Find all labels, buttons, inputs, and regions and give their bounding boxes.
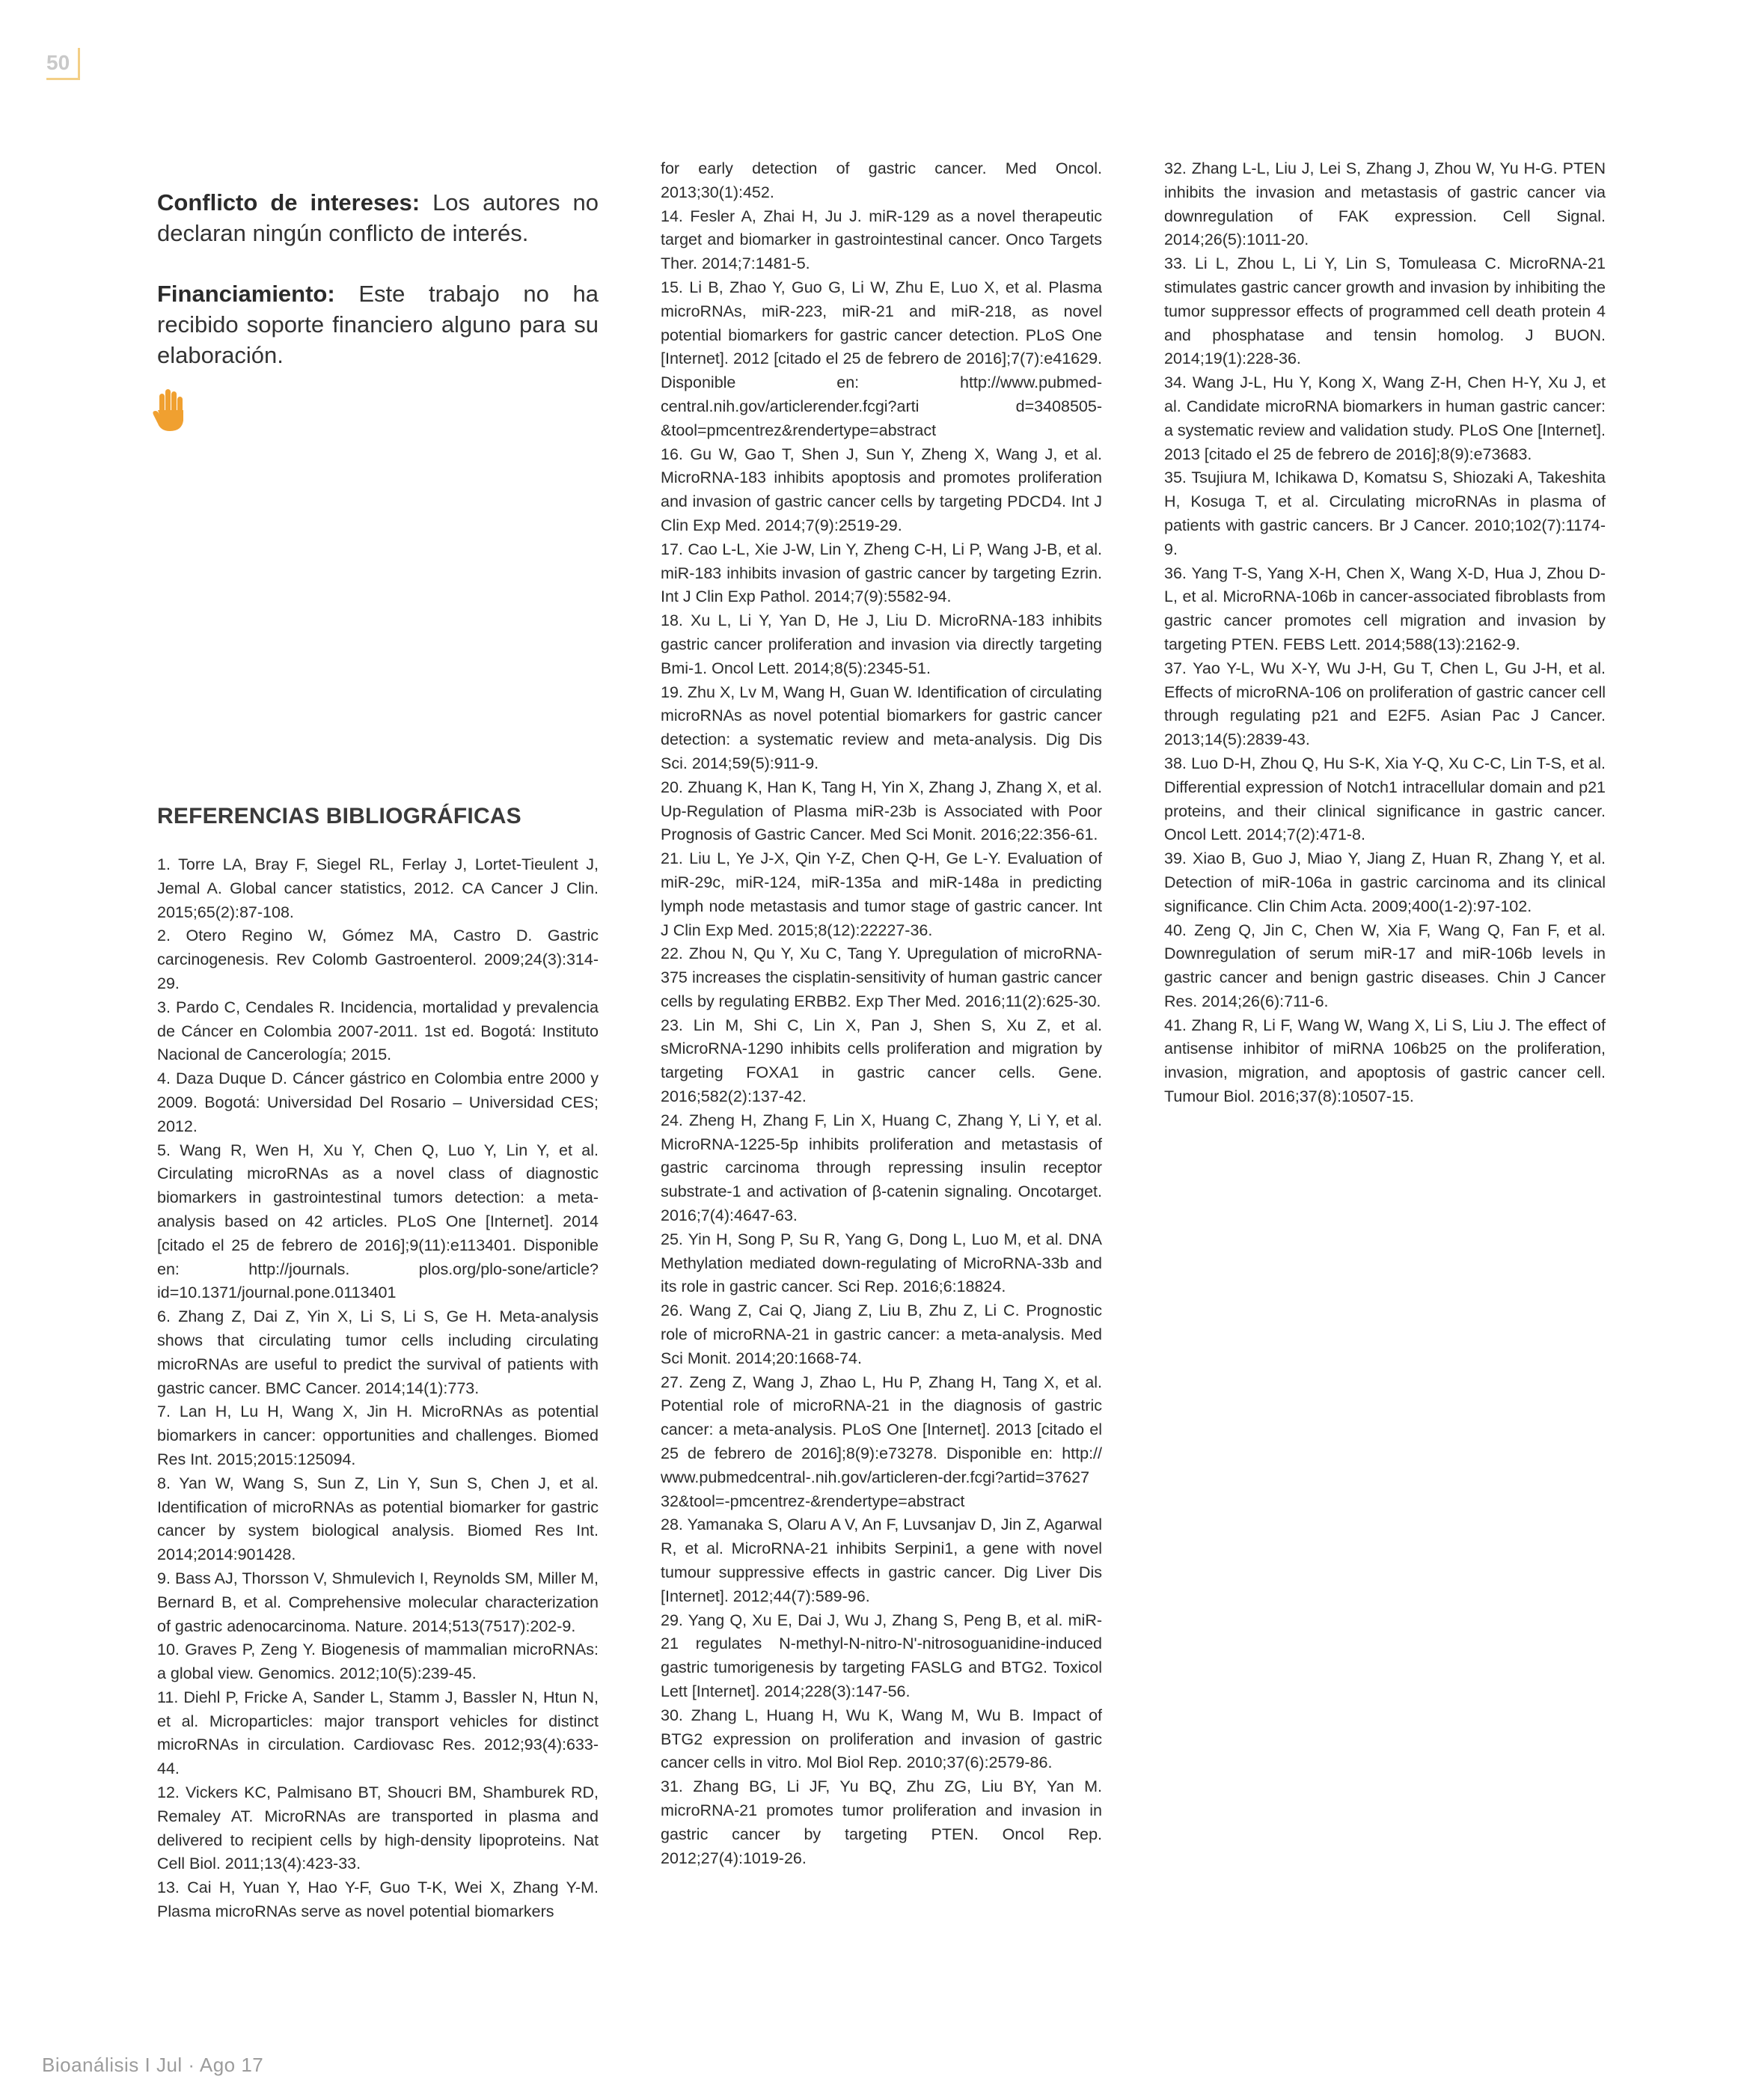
reference-item: 39. Xiao B, Guo J, Miao Y, Jiang Z, Huan R, Zhang Y, et al. Detection of miR-106a in gastric carcinoma and its clinical significance. Clin Chim Acta. 2009;400(1-2):97-102. [1164,849,1606,915]
reference-item: 12. Vickers KC, Palmisano BT, Shoucri BM, Shamburek RD, Remaley AT. MicroRNAs are transported in plasma and delivered to recipient cells by high-density lipoproteins. Nat Cell Biol. 2011;13(4):423-33. [157,1783,599,1873]
reference-item: 11. Diehl P, Fricke A, Sander L, Stamm J, Bassler N, Htun N, et al. Microparticles: major transport vehicles for distinct microRNAs in circulation. Cardiovasc Res. 2012;93(4):633-44. [157,1688,599,1778]
reference-item: 38. Luo D-H, Zhou Q, Hu S-K, Xia Y-Q, Xu C-C, Lin T-S, et al. Differential expression of Notch1 intracellular domain and p21 proteins, and their clinical significance in gastric cancer. Oncol Lett. 2014;7(2):471-8. [1164,754,1606,844]
funding-label: Financiamiento: [157,281,335,307]
page-number: 50 [46,48,80,80]
reference-item: 19. Zhu X, Lv M, Wang H, Guan W. Identification of circulating microRNAs as novel potential biomarkers for gastric cancer detection: a systematic review and meta-analysis. Dig Dis Sci. 2014;59(5):911-9. [661,683,1102,772]
reference-item: 20. Zhuang K, Han K, Tang H, Yin X, Zhang J, Zhang X, et al. Up-Regulation of Plasma miR-23b is Associated with Poor Prognosis of Gastric Cancer. Med Sci Monit. 2016;22:356-61. [661,778,1102,844]
reference-item: 32. Zhang L-L, Liu J, Lei S, Zhang J, Zhou W, Yu H-G. PTEN inhibits the invasion and metastasis of gastric cancer via downregulation of FAK expression. Cell Signal. 2014;26(5):1011-20. [1164,159,1606,249]
page-footer: Bioanálisis I Jul · Ago 17 [42,2054,264,2076]
reference-item: 30. Zhang L, Huang H, Wu K, Wang M, Wu B. Impact of BTG2 expression on proliferation and invasion of gastric cancer cells in vitro. Mol Biol Rep. 2010;37(6):2579-86. [661,1706,1102,1772]
conflict-text: Los autores no declaran ningún conflicto de interés. [157,189,599,246]
reference-item: 26. Wang Z, Cai Q, Jiang Z, Liu B, Zhu Z, Li C. Prognostic role of microRNA-21 in gastric cancer: a meta-analysis. Med Sci Monit. 2014;20:1668-74. [661,1301,1102,1367]
conflict-label: Conflicto de intereses: [157,189,420,216]
reference-item: 15. Li B, Zhao Y, Guo G, Li W, Zhu E, Luo X, et al. Plasma microRNAs, miR-223, miR-21 and miR-218, as novel potential biomarkers for gastric cancer detection. PLoS One [Internet]. 2012 [citado el 25 de febrero de 2016];7(7):e41629. Disponible en: http://www.pubmed-central.nih.gov/articlerender.fcgi?arti d=3408505-&tool=pmcentrez&rendertype=abstract [661,278,1102,439]
references-column-1 [157,853,599,1924]
reference-item: for early detection of gastric cancer. Med Oncol. 2013;30(1):452. [661,159,1102,201]
reference-item: 7. Lan H, Lu H, Wang X, Jin H. MicroRNAs as potential biomarkers in cancer: opportunities and challenges. Biomed Res Int. 2015;2015:125094. [157,1402,599,1468]
reference-item: 18. Xu L, Li Y, Yan D, He J, Liu D. MicroRNA-183 inhibits gastric cancer proliferation and invasion via directly targeting Bmi-1. Oncol Lett. 2014;8(5):2345-51. [661,611,1102,677]
reference-item: 3. Pardo C, Cendales R. Incidencia, mortalidad y prevalencia de Cáncer en Colombia 2007-2011. 1st ed. Bogotá: Instituto Nacional de Cancerología; 2015. [157,998,599,1064]
reference-item: 29. Yang Q, Xu E, Dai J, Wu J, Zhang S, Peng B, et al. miR-21 regulates N-methyl-N-nitro-N'-nitrosoguanidine-induced gastric tumorigenesis by targeting FASLG and BTG2. Toxicol Lett [Internet]. 2014;228(3):147-56. [661,1611,1102,1700]
reference-item: 8. Yan W, Wang S, Sun Z, Lin Y, Sun S, Chen J, et al. Identification of microRNAs as potential biomarker for gastric cancer by system biological analysis. Biomed Res Int. 2014;2014:901428. [157,1474,599,1564]
raised-hand-icon [152,388,188,433]
reference-item: 5. Wang R, Wen H, Xu Y, Chen Q, Luo Y, Lin Y, et al. Circulating microRNAs as a novel class of diagnostic biomarkers in gastrointestinal tumors detection: a meta-analysis based on 42 articles. PLoS One [Internet]. 2014 [citado el 25 de febrero de 2016];9(11):e113401. Disponible en: http://journals. plos.org/plo-sone/article?id=10.1371/journal.pone.0113401 [157,1141,599,1302]
reference-item: 23. Lin M, Shi C, Lin X, Pan J, Shen S, Xu Z, et al. sMicroRNA-1290 inhibits cells proliferation and migration by targeting FOXA1 in gastric cancer cells. Gene. 2016;582(2):137-42. [661,1016,1102,1106]
reference-item: 21. Liu L, Ye J-X, Qin Y-Z, Chen Q-H, Ge L-Y. Evaluation of miR-29c, miR-124, miR-135a and miR-148a in predicting lymph node metastasis and tumor stage of gastric cancer. Int J Clin Exp Med. 2015;8(12):22227-36. [661,849,1102,939]
reference-item: 9. Bass AJ, Thorsson V, Shmulevich I, Reynolds SM, Miller M, Bernard B, et al. Comprehensive molecular characterization of gastric adenocarcinoma. Nature. 2014;513(7517):202-9. [157,1569,599,1635]
references-column-2 [661,157,1102,1870]
funding-text: Este trabajo no ha recibido soporte financiero alguno para su elaboración. [157,281,599,368]
reference-item: 6. Zhang Z, Dai Z, Yin X, Li S, Li S, Ge H. Meta-analysis shows that circulating tumor cells including circulating microRNAs are useful to predict the survival of patients with gastric cancer. BMC Cancer. 2014;14(1):773. [157,1307,599,1397]
reference-item: 37. Yao Y-L, Wu X-Y, Wu J-H, Gu T, Chen L, Gu J-H, et al. Effects of microRNA-106 on proliferation of gastric cancer cell through regulating p21 and E2F5. Asian Pac J Cancer. 2013;14(5):2839-43. [1164,659,1606,749]
reference-item: 28. Yamanaka S, Olaru A V, An F, Luvsanjav D, Jin Z, Agarwal R, et al. MicroRNA-21 inhibits Serpini1, a gene with novel tumour suppressive effects in gastric cancer. Dig Liver Dis [Internet]. 2012;44(7):589-96. [661,1516,1102,1605]
reference-item: 35. Tsujiura M, Ichikawa D, Komatsu S, Shiozaki A, Takeshita H, Kosuga T, et al. Circulating microRNAs in plasma of patients with gastric cancers. Br J Cancer. 2010;102(7):1174-9. [1164,468,1606,558]
reference-item: 41. Zhang R, Li F, Wang W, Wang X, Li S, Liu J. The effect of antisense inhibitor of miRNA 106b25 on the proliferation, invasion, migration, and apoptosis of gastric cancer cell. Tumour Biol. 2016;37(8):10507-15. [1164,1016,1606,1106]
reference-item: 13. Cai H, Yuan Y, Hao Y-F, Guo T-K, Wei X, Zhang Y-M. Plasma microRNAs serve as novel potential biomarkers [157,1878,599,1921]
reference-item: 4. Daza Duque D. Cáncer gástrico en Colombia entre 2000 y 2009. Bogotá: Universidad Del Rosario – Universidad CES; 2012. [157,1069,599,1135]
reference-item: 10. Graves P, Zeng Y. Biogenesis of mammalian microRNAs: a global view. Genomics. 2012;10(5):239-45. [157,1640,599,1683]
reference-item: 31. Zhang BG, Li JF, Yu BQ, Zhu ZG, Liu BY, Yan M. microRNA-21 promotes tumor proliferation and invasion in gastric cancer by targeting PTEN. Oncol Rep. 2012;27(4):1019-26. [661,1777,1102,1867]
references-heading: REFERENCIAS BIBLIOGRÁFICAS [157,804,521,828]
reference-item: 24. Zheng H, Zhang F, Lin X, Huang C, Zhang Y, Li Y, et al. MicroRNA-1225-5p inhibits proliferation and metastasis of gastric carcinoma through repressing insulin receptor substrate-1 and activation of β-catenin signaling. Oncotarget. 2016;7(4):4647-63. [661,1111,1102,1225]
reference-item: 16. Gu W, Gao T, Shen J, Sun Y, Zheng X, Wang J, et al. MicroRNA-183 inhibits apoptosis and promotes proliferation and invasion of gastric cancer cells by targeting PDCD4. Int J Clin Exp Med. 2014;7(9):2519-29. [661,445,1102,534]
references-column-3 [1164,157,1606,1109]
conflict-of-interest [157,187,599,248]
funding-statement [157,278,599,370]
reference-item: 40. Zeng Q, Jin C, Chen W, Xia F, Wang Q, Fan F, et al. Downregulation of serum miR-17 and miR-106b levels in gastric cancer and benign gastric diseases. Chin J Cancer Res. 2014;26(6):711-6. [1164,921,1606,1010]
reference-item: 34. Wang J-L, Hu Y, Kong X, Wang Z-H, Chen H-Y, Xu J, et al. Candidate microRNA biomarkers in human gastric cancer: a systematic review and validation study. PLoS One [Internet]. 2013 [citado el 25 de febrero de 2016];8(9):e73683. [1164,373,1606,463]
reference-item: 33. Li L, Zhou L, Li Y, Lin S, Tomuleasa C. MicroRNA-21 stimulates gastric cancer growth and invasion by inhibiting the tumor suppressor effects of programmed cell death protein 4 and phosphatase and tensin homolog. J BUON. 2014;19(1):228-36. [1164,254,1606,368]
reference-item: 1. Torre LA, Bray F, Siegel RL, Ferlay J, Lortet-Tieulent J, Jemal A. Global cancer statistics, 2012. CA Cancer J Clin. 2015;65(2):87-108. [157,855,599,921]
reference-item: 25. Yin H, Song P, Su R, Yang G, Dong L, Luo M, et al. DNA Methylation mediated down-regulating of MicroRNA-33b and its role in gastric cancer. Sci Rep. 2016;6:18824. [661,1230,1102,1296]
reference-item: 17. Cao L-L, Xie J-W, Lin Y, Zheng C-H, Li P, Wang J-B, et al. miR-183 inhibits invasion of gastric cancer by targeting Ezrin. Int J Clin Exp Pathol. 2014;7(9):5582-94. [661,540,1102,606]
reference-item: 14. Fesler A, Zhai H, Ju J. miR-129 as a novel therapeutic target and biomarker in gastrointestinal cancer. Onco Targets Ther. 2014;7:1481-5. [661,207,1102,273]
reference-item: 27. Zeng Z, Wang J, Zhao L, Hu P, Zhang H, Tang X, et al. Potential role of microRNA-21 in the diagnosis of gastric cancer: a meta-analysis. PLoS One [Internet]. 2013 [citado el 25 de febrero de 2016];8(9):e73278. Disponible en: http:// www.pubmedcentral-.nih.gov/articleren-der.fcgi?artid=37627 32&tool=-pmcentrez-&rendertype=abstract [661,1373,1102,1510]
reference-item: 2. Otero Regino W, Gómez MA, Castro D. Gastric carcinogenesis. Rev Colomb Gastroenterol. 2009;24(3):314-29. [157,927,599,992]
reference-item: 22. Zhou N, Qu Y, Xu C, Tang Y. Upregulation of microRNA-375 increases the cisplatin-sensitivity of human gastric cancer cells by regulating ERBB2. Exp Ther Med. 2016;11(2):625-30. [661,944,1102,1010]
reference-item: 36. Yang T-S, Yang X-H, Chen X, Wang X-D, Hua J, Zhou D-L, et al. MicroRNA-106b in cancer-associated fibroblasts from gastric cancer promotes cell migration and invasion by targeting PTEN. FEBS Lett. 2014;588(13):2162-9. [1164,564,1606,653]
